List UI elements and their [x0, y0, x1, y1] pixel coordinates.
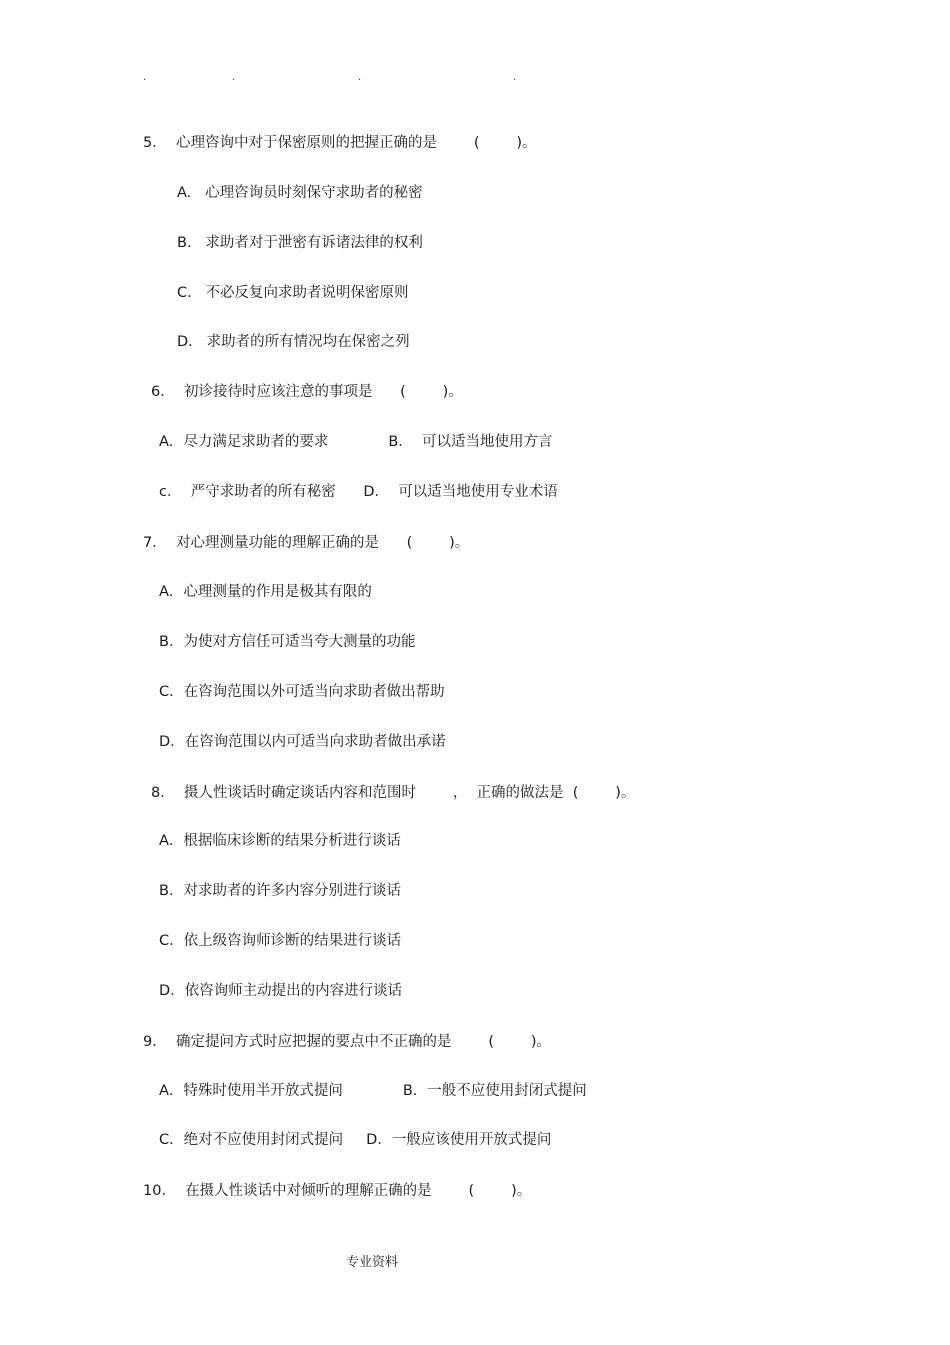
answer-option: D. 求助者的所有情况均在保密之列 — [177, 334, 410, 350]
answer-option: C．依上级咨询师诊断的结果进行谈话 — [159, 933, 402, 949]
answer-option: A．根据临床诊断的结果分析进行谈话 — [159, 833, 401, 849]
question-stem: 8． 摄人性谈话时确定谈话内容和范围时 ， 正确的做法是 ( )。 — [151, 785, 636, 801]
answer-option: D．在咨询范围以内可适当向求助者做出承诺 — [159, 734, 446, 750]
header-dot: . — [358, 72, 362, 83]
question-stem: 10． 在摄人性谈话中对倾听的理解正确的是 ( )。 — [143, 1183, 532, 1199]
question-stem: 7． 对心理测量功能的理解正确的是 ( )。 — [143, 535, 470, 551]
answer-option: A. 心理咨询员时刻保守求助者的秘密 — [177, 185, 423, 201]
answer-option: B．对求助者的许多内容分别进行谈话 — [159, 883, 401, 899]
question-stem: 5． 心理咨询中对于保密原则的把握正确的是 ( )。 — [143, 135, 537, 151]
answer-option: A．特殊时使用半开放式提问 B．一般不应使用封闭式提问 — [159, 1083, 587, 1099]
answer-option: c． 严守求助者的所有秘密 D． 可以适当地使用专业术语 — [159, 484, 558, 500]
header-dot: . — [232, 72, 236, 83]
answer-option: C．绝对不应使用封闭式提问 D．一般应该使用开放式提问 — [159, 1132, 552, 1148]
question-stem: 9． 确定提问方式时应把握的要点中不正确的是 ( )。 — [143, 1034, 552, 1050]
answer-option: A．尽力满足求助者的要求 B． 可以适当地使用方言 — [159, 434, 553, 450]
answer-option: A．心理测量的作用是极其有限的 — [159, 584, 372, 600]
header-dot: . — [513, 72, 517, 83]
page-footer: 专业资料 — [346, 1255, 399, 1270]
answer-option: D．依咨询师主动提出的内容进行谈话 — [159, 983, 403, 999]
answer-option: B．为使对方信任可适当夸大测量的功能 — [159, 634, 416, 650]
answer-option: B. 求助者对于泄密有诉诸法律的权利 — [177, 235, 423, 251]
answer-option: C. 不必反复向求助者说明保密原则 — [177, 285, 409, 301]
answer-option: C．在咨询范围以外可适当向求助者做出帮助 — [159, 684, 445, 700]
header-dot: . — [143, 72, 147, 83]
question-stem: 6． 初诊接待时应该注意的事项是 ( )。 — [151, 384, 463, 400]
